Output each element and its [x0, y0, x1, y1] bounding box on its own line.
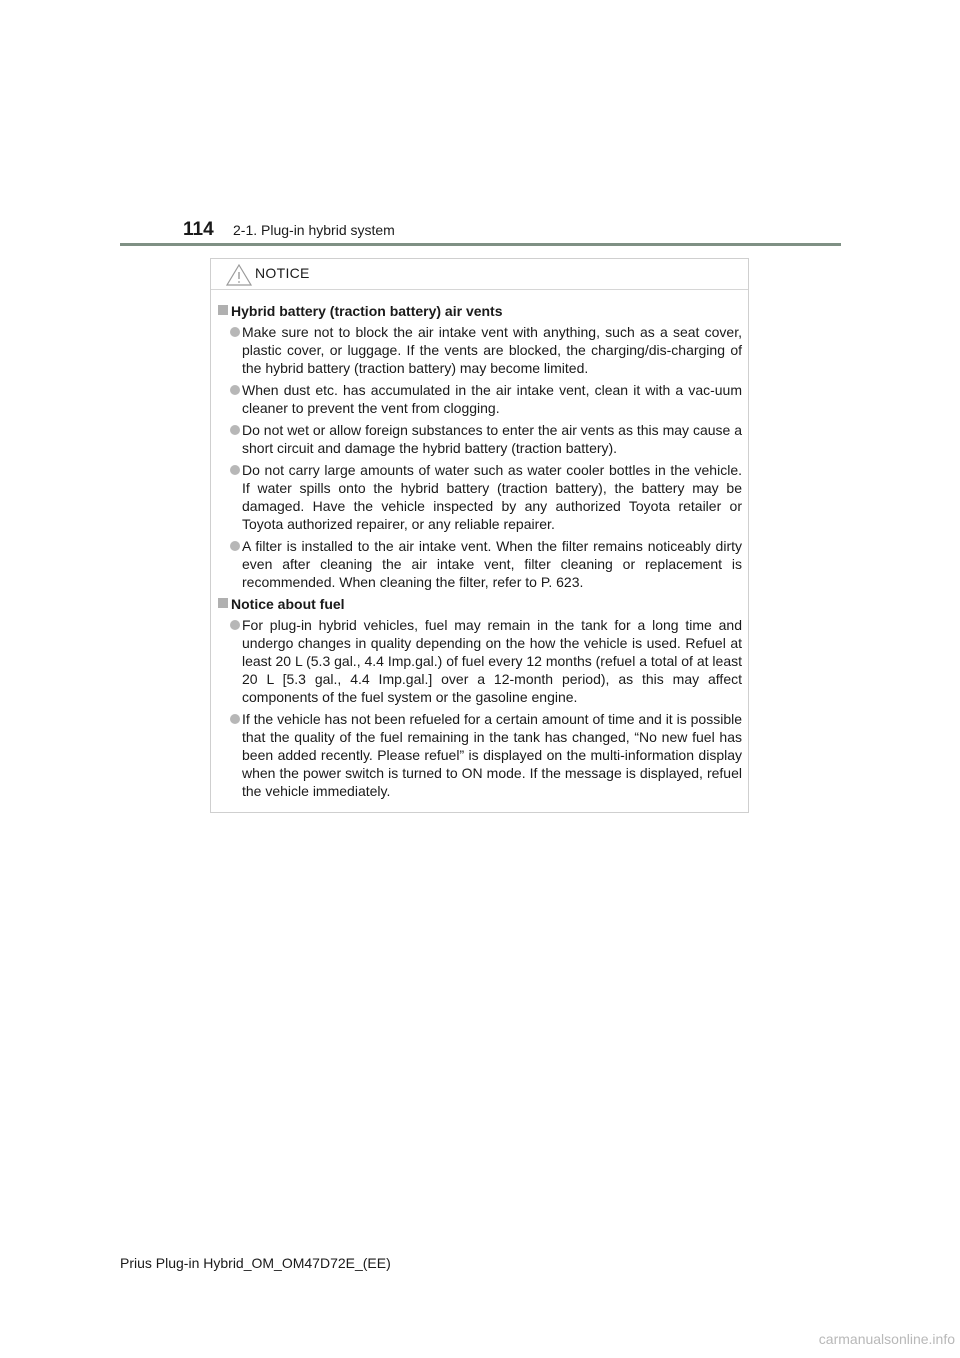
- square-bullet-icon: [218, 598, 228, 608]
- page-number: 114: [183, 219, 214, 240]
- notice-title: NOTICE: [255, 265, 310, 281]
- list-item-text: Do not carry large amounts of water such as water cooler bottles in the vehicle. If water spills onto the hybrid battery (traction battery), the battery may be damaged. Have the vehicle inspected by any authorized Toyota retailer or Toyota authorized repairer, or any reliable repairer.: [242, 462, 742, 532]
- list-item: [218, 461, 742, 533]
- list-item-text: A filter is installed to the air intake vent. When the filter remains noticeably dirty even after cleaning the air intake vent, filter cleaning or replacement is recommended. When cleaning the filter, refer to P. 623.: [242, 538, 742, 590]
- list-item-text: Make sure not to block the air intake vent with anything, such as a seat cover, plastic cover, or luggage. If the vents are blocked, the charging/dis-charging of the hybrid battery (traction battery) may become limited.: [242, 324, 742, 376]
- list-item-text: If the vehicle has not been refueled for a certain amount of time and it is possible that the quality of the fuel remaining in the tank has changed, “No new fuel has been added recently. Please refuel” is displayed on the multi-information display when the power switch is turned to ON mode. If the message is displayed, refuel the vehicle immediately.: [242, 711, 742, 799]
- group-heading-text: Hybrid battery (traction battery) air vents: [231, 303, 503, 319]
- list-item-text: When dust etc. has accumulated in the air intake vent, clean it with a vac-uum cleaner to prevent the vent from clogging.: [242, 382, 742, 416]
- circle-bullet-icon: [230, 714, 240, 724]
- circle-bullet-icon: [230, 541, 240, 551]
- section-title: 2-1. Plug-in hybrid system: [233, 222, 395, 238]
- notice-header: [211, 259, 748, 290]
- watermark: carmanualsonline.info: [818, 1331, 955, 1347]
- header-rule: [120, 243, 841, 246]
- document-id: Prius Plug-in Hybrid_OM_OM47D72E_(EE): [120, 1255, 391, 1271]
- circle-bullet-icon: [230, 327, 240, 337]
- notice-group: [218, 302, 742, 591]
- circle-bullet-icon: [230, 425, 240, 435]
- list-item-text: For plug-in hybrid vehicles, fuel may remain in the tank for a long time and undergo changes in quality depending on the how the vehicle is used. Refuel at least 20 L (5.3 gal., 4.4 Imp.gal.) of fuel every 12 months (refuel a total of at least 20 L [5.3 gal., 4.4 Imp.gal.] over a 12-month period), as this may affect components of the fuel system or the gasoline engine.: [242, 617, 742, 705]
- circle-bullet-icon: [230, 620, 240, 630]
- notice-group: [218, 595, 742, 800]
- list-item-text: Do not wet or allow foreign substances to enter the air vents as this may cause a short circuit and damage the hybrid battery (traction battery).: [242, 422, 742, 456]
- notice-body: [211, 290, 748, 800]
- list-item: [218, 381, 742, 417]
- group-heading: [218, 595, 742, 613]
- group-heading: [218, 302, 742, 320]
- circle-bullet-icon: [230, 465, 240, 475]
- list-item: [218, 537, 742, 591]
- circle-bullet-icon: [230, 385, 240, 395]
- warning-triangle-icon: [225, 263, 253, 287]
- notice-box: [210, 258, 749, 813]
- list-item: [218, 710, 742, 800]
- group-heading-text: Notice about fuel: [231, 596, 345, 612]
- list-item: [218, 323, 742, 377]
- list-item: [218, 616, 742, 706]
- square-bullet-icon: [218, 305, 228, 315]
- list-item: [218, 421, 742, 457]
